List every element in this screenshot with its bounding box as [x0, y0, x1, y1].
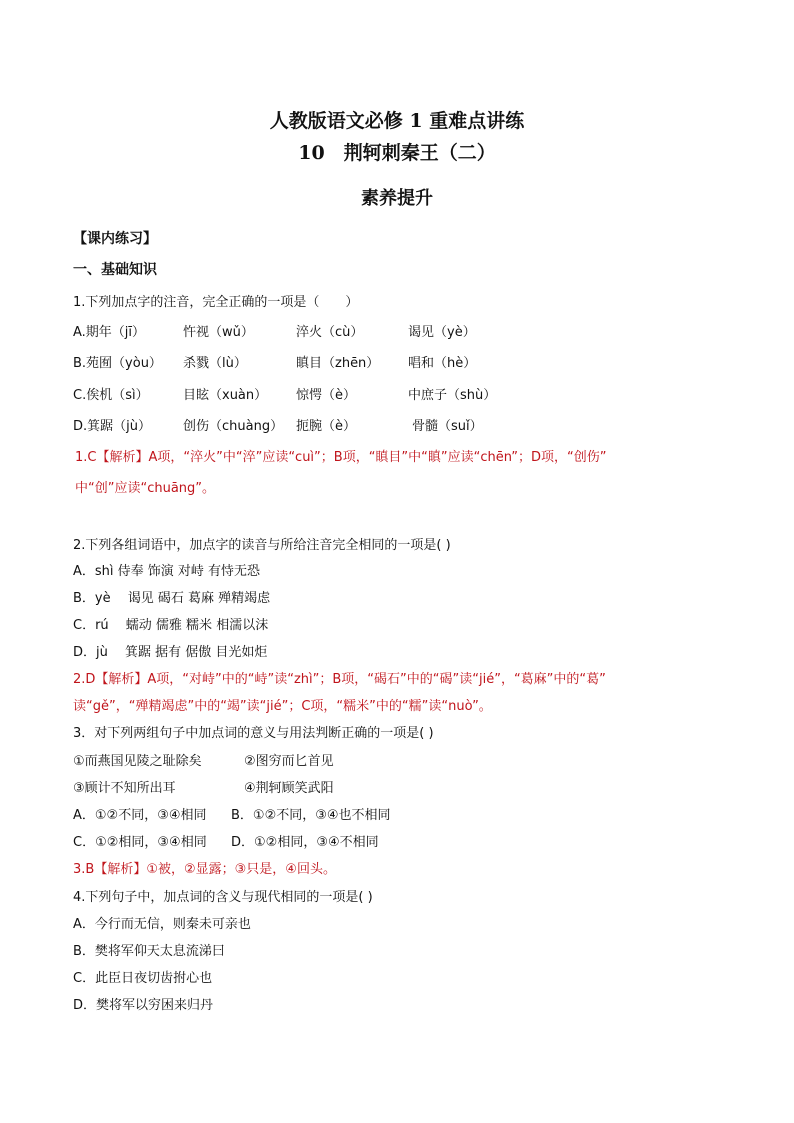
question-2-option-a: A．shì 侍奉 饰演 对峙 有恃无恐 — [73, 564, 261, 579]
question-1-option-d: D.箕踞（jù） 创伤（chuàng） 扼腕（è） 骨髓（suǐ） — [73, 419, 483, 434]
section-label-in-class: 【课内练习】 — [73, 231, 157, 247]
question-3-stem: 3．对下列两组句子中加点词的意义与用法判断正确的一项是( ) — [73, 726, 434, 741]
question-4-option-b: B．樊将军仰天太息流涕曰 — [73, 944, 225, 959]
question-4-option-a: A．今行而无信，则秦未可亲也 — [73, 917, 251, 932]
document-title: 人教版语文必修 1 重难点讲练 — [269, 110, 525, 132]
question-1-option-c: C.俟机（sì） 目眩（xuàn） 惊愕（è） 中庶子（shù） — [73, 388, 497, 403]
question-1-stem: 1.下列加点字的注音，完全正确的一项是（ ） — [73, 295, 359, 310]
question-1-option-b: B.苑囿（yòu） 杀戮（lù） 瞋目（zhēn） 唱和（hè） — [73, 356, 477, 371]
lesson-title: 10 荆轲刺秦王（二） — [298, 142, 496, 164]
question-3-options-cd: C．①②相同，③④相同 D．①②相同，③④不相同 — [73, 835, 379, 850]
question-2-answer-line-2: 读“gě”，“殚精竭虑”中的“竭”读“jié”；C项，“糯米”中的“糯”读“nuò”。 — [73, 699, 492, 714]
question-2-option-c: C．rú 蠕动 儒雅 糯米 相濡以沫 — [73, 618, 269, 633]
question-1-option-a: A.期年（jī） 忤视（wǔ） 淬火（cù） 谒见（yè） — [73, 325, 476, 340]
question-4-option-d: D．樊将军以穷困来归丹 — [73, 998, 214, 1013]
section-label-basics: 一、基础知识 — [73, 262, 157, 278]
question-3-sentences-1: ①而燕国见陵之耻除矣 ②图穷而匕首见 — [73, 754, 334, 769]
section-heading: 素养提升 — [361, 188, 433, 209]
question-4-stem: 4.下列句子中，加点词的含义与现代相同的一项是( ) — [73, 890, 373, 905]
question-3-options-ab: A．①②不同，③④相同 B．①②不同，③④也不相同 — [73, 808, 391, 823]
question-2-stem: 2.下列各组词语中，加点字的读音与所给注音完全相同的一项是( ) — [73, 538, 451, 553]
question-1-answer-line-1: 1.C【解析】A项，“淬火”中“淬”应读“cuì”；B项，“瞋目”中“瞋”应读“chēn”；D项，“创伤” — [75, 450, 607, 465]
question-2-option-b: B．yè 谒见 碣石 葛麻 殚精竭虑 — [73, 591, 271, 606]
question-2-option-d: D．jù 箕踞 据有 倨傲 目光如炬 — [73, 645, 268, 660]
question-4-option-c: C．此臣日夜切齿拊心也 — [73, 971, 213, 986]
question-2-answer-line-1: 2.D【解析】A项，“对峙”中的“峙”读“zhì”；B项，“碣石”中的“碣”读“jié”，“葛麻”中的“葛” — [73, 672, 606, 687]
question-1-answer-line-2: 中“创”应读“chuāng”。 — [75, 481, 216, 496]
question-3-answer: 3.B【解析】①被，②显露；③只是，④回头。 — [73, 862, 336, 877]
question-3-sentences-2: ③顾计不知所出耳 ④荆轲顾笑武阳 — [73, 781, 334, 796]
